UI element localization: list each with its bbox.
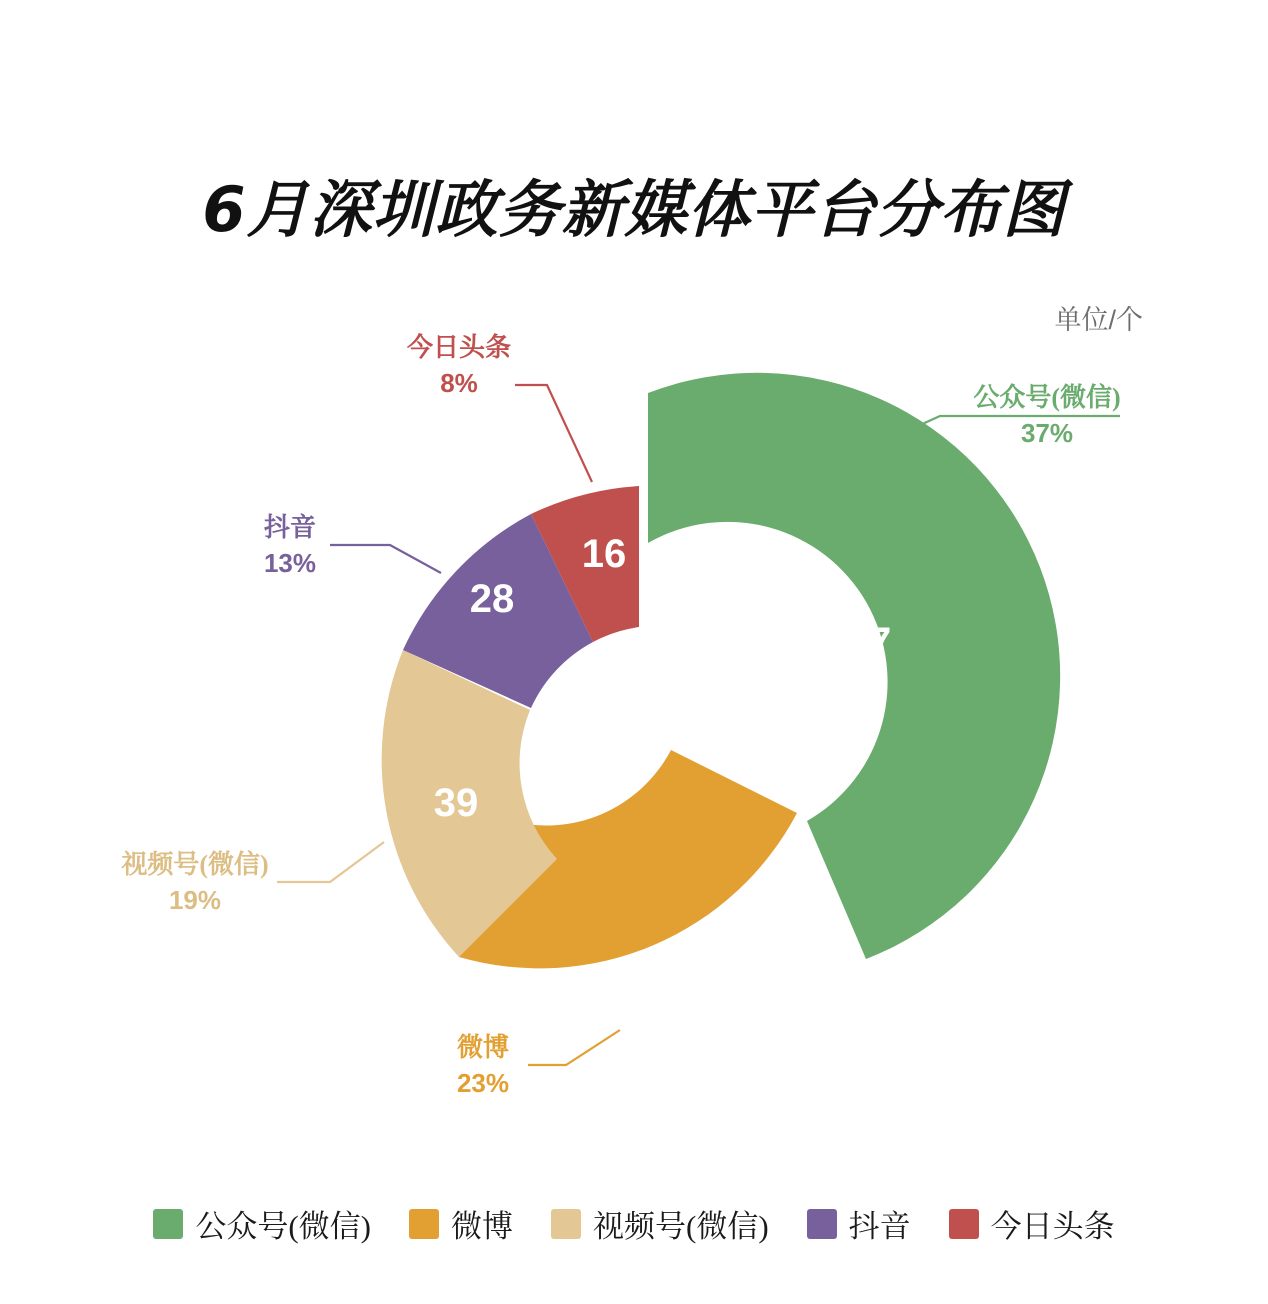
callout-line-douyin [330,545,441,573]
slice-value-toutiao: 16 [581,532,627,576]
callout-pct-douyin: 13% [263,548,317,578]
donut-chart [0,330,1268,1120]
legend-swatch-icon [551,1209,581,1239]
donut-svg [0,330,1268,1120]
callout-label-wechat-official: 公众号(微信) [973,383,1121,412]
callout-line-weibo [528,1030,620,1065]
slice-value-douyin: 28 [469,577,515,621]
legend [0,1201,1268,1246]
legend-item-wechat-official[interactable] [153,1201,371,1246]
slice-value-weibo: 47 [635,940,681,984]
callout-label-douyin: 抖音 [263,513,317,542]
legend-label: 微博 [451,1209,513,1244]
callout-label-channels: 视频号(微信) [121,850,269,879]
legend-swatch-icon [807,1209,837,1239]
unit-label: 单位/个 [1054,305,1143,335]
legend-item-weibo[interactable] [409,1201,513,1246]
callout-label-weibo: 微博 [456,1033,510,1062]
legend-item-toutiao[interactable] [949,1201,1115,1246]
callout-pct-toutiao: 8% [440,368,478,398]
slice-value-channels: 39 [433,781,479,825]
legend-swatch-icon [949,1209,979,1239]
legend-label: 视频号(微信) [593,1209,769,1244]
legend-item-douyin[interactable] [807,1201,911,1246]
slice-value-wechat-official: 77 [846,620,892,664]
callout-pct-weibo: 23% [456,1068,510,1098]
legend-swatch-icon [409,1209,439,1239]
callout-pct-wechat-official: 37% [1020,418,1074,448]
callout-line-channels [277,842,384,882]
legend-label: 今日头条 [990,1209,1115,1244]
legend-label: 公众号(微信) [195,1209,371,1244]
legend-label: 抖音 [848,1209,911,1244]
callout-pct-channels: 19% [168,885,222,915]
callout-label-toutiao: 今日头条 [406,333,512,362]
page-title: 6月深圳政务新媒体平台分布图 [202,173,1066,246]
legend-item-wechat-channels[interactable] [551,1201,769,1246]
callout-line-toutiao [515,385,592,482]
legend-swatch-icon [153,1209,183,1239]
